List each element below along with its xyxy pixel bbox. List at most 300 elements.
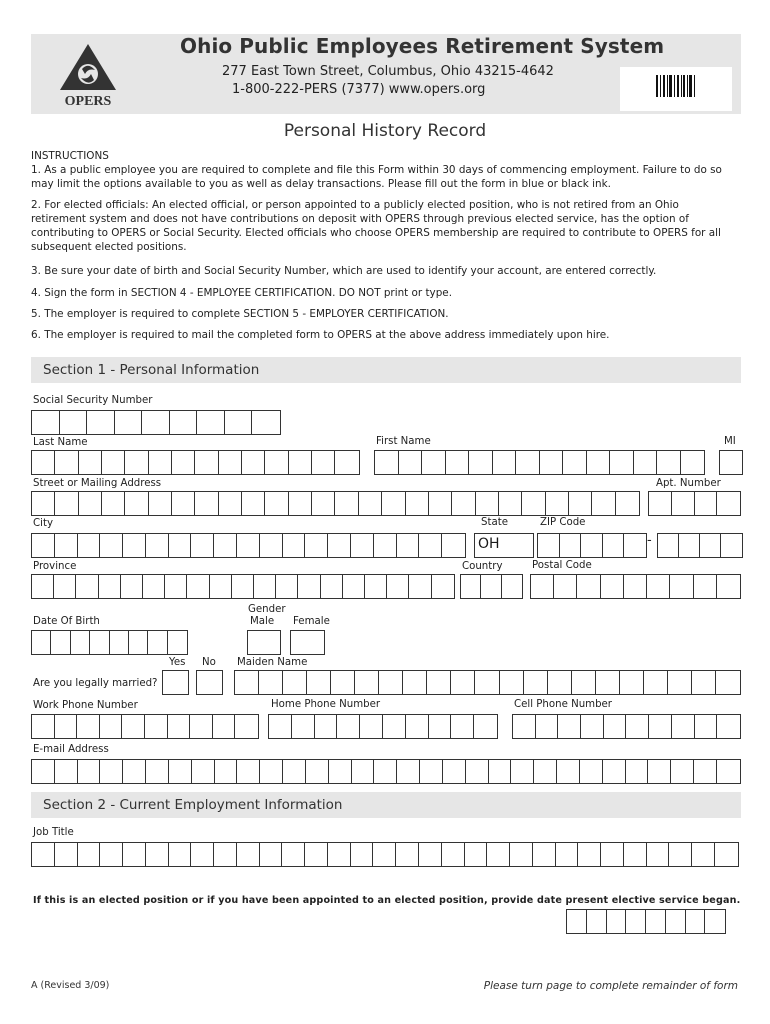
char-cell[interactable] — [306, 760, 329, 783]
char-cell[interactable] — [351, 534, 374, 557]
char-cell[interactable] — [695, 715, 718, 738]
char-cell[interactable] — [700, 534, 721, 557]
char-cell[interactable] — [672, 492, 695, 515]
char-cell[interactable] — [647, 843, 670, 866]
char-cell[interactable] — [192, 760, 215, 783]
char-cell[interactable] — [148, 631, 167, 654]
char-cell[interactable] — [32, 631, 51, 654]
char-cell[interactable] — [197, 671, 222, 694]
maiden-label: Maiden Name — [237, 657, 308, 668]
char-cell[interactable] — [694, 760, 717, 783]
char-cell[interactable] — [215, 760, 238, 783]
char-cell[interactable] — [610, 451, 634, 474]
char-cell[interactable] — [265, 492, 288, 515]
char-cell[interactable] — [100, 534, 123, 557]
char-cell[interactable] — [500, 671, 524, 694]
job-title-label: Job Title — [33, 827, 74, 838]
char-cell[interactable] — [351, 843, 374, 866]
char-cell[interactable] — [276, 575, 298, 598]
postal-label: Postal Code — [532, 560, 592, 571]
char-cell[interactable] — [493, 451, 517, 474]
char-cell[interactable] — [237, 760, 260, 783]
char-cell[interactable] — [305, 843, 328, 866]
char-cell[interactable] — [169, 760, 192, 783]
char-cell[interactable] — [331, 671, 355, 694]
char-cell[interactable] — [214, 843, 237, 866]
char-cell[interactable] — [191, 843, 214, 866]
char-cell[interactable] — [649, 492, 672, 515]
char-cell[interactable] — [442, 843, 465, 866]
city-input[interactable] — [31, 533, 466, 558]
province-input[interactable] — [31, 574, 455, 599]
char-cell[interactable] — [78, 760, 101, 783]
char-cell[interactable] — [360, 715, 383, 738]
char-cell[interactable] — [219, 451, 242, 474]
char-cell[interactable] — [695, 492, 718, 515]
char-cell[interactable] — [242, 451, 265, 474]
char-cell[interactable] — [235, 671, 259, 694]
char-cell[interactable] — [335, 492, 358, 515]
char-cell[interactable] — [397, 534, 420, 557]
char-cell[interactable] — [78, 843, 101, 866]
char-cell[interactable] — [337, 715, 360, 738]
char-cell[interactable] — [717, 715, 740, 738]
char-cell[interactable] — [624, 575, 647, 598]
char-cell[interactable] — [626, 760, 649, 783]
char-cell[interactable] — [658, 534, 679, 557]
char-cell[interactable] — [548, 671, 572, 694]
char-cell[interactable] — [374, 760, 397, 783]
char-cell[interactable] — [443, 760, 466, 783]
char-cell[interactable] — [235, 715, 258, 738]
char-cell[interactable] — [123, 843, 146, 866]
char-cell[interactable] — [115, 411, 143, 434]
char-cell[interactable] — [197, 411, 225, 434]
char-cell[interactable] — [55, 534, 78, 557]
char-cell[interactable] — [77, 715, 100, 738]
char-cell[interactable] — [365, 575, 387, 598]
char-cell[interactable] — [560, 534, 582, 557]
char-cell[interactable] — [403, 671, 427, 694]
char-cell[interactable] — [536, 715, 559, 738]
char-cell[interactable] — [556, 843, 579, 866]
char-cell[interactable] — [694, 575, 717, 598]
char-cell[interactable] — [187, 575, 209, 598]
char-cell[interactable] — [538, 534, 560, 557]
char-cell[interactable] — [516, 451, 540, 474]
char-cell[interactable] — [232, 575, 254, 598]
char-cell[interactable] — [283, 534, 306, 557]
char-cell[interactable] — [283, 671, 307, 694]
char-cell[interactable] — [720, 451, 742, 474]
char-cell[interactable] — [125, 492, 148, 515]
instruction-1: 1. As a public employee you are required to complete and file this Form within 30 days of commencing employment. Failure to do so may limit the options available to you as well as delay transactions. Please fill out the form in blue or black ink. — [31, 164, 722, 190]
char-cell[interactable] — [715, 843, 738, 866]
char-cell[interactable] — [248, 631, 280, 654]
ssn-input[interactable] — [31, 410, 281, 435]
char-cell[interactable] — [149, 492, 172, 515]
char-cell[interactable] — [511, 760, 534, 783]
char-cell[interactable] — [546, 492, 569, 515]
char-cell[interactable] — [671, 760, 694, 783]
char-cell[interactable] — [427, 671, 451, 694]
char-cell[interactable] — [670, 575, 693, 598]
char-cell[interactable] — [328, 843, 351, 866]
char-cell[interactable] — [146, 534, 169, 557]
char-cell[interactable] — [717, 760, 740, 783]
char-cell[interactable] — [502, 575, 522, 598]
char-cell[interactable] — [587, 451, 611, 474]
char-cell[interactable] — [169, 843, 192, 866]
section-1-header — [31, 357, 741, 383]
char-cell[interactable] — [102, 492, 125, 515]
char-cell[interactable] — [32, 575, 54, 598]
char-cell[interactable] — [76, 575, 98, 598]
char-cell[interactable] — [513, 715, 536, 738]
char-cell[interactable] — [452, 492, 475, 515]
char-cell[interactable] — [55, 715, 78, 738]
char-cell[interactable] — [71, 631, 90, 654]
char-cell[interactable] — [489, 760, 512, 783]
char-cell[interactable] — [359, 492, 382, 515]
char-cell[interactable] — [681, 451, 705, 474]
char-cell[interactable] — [581, 534, 603, 557]
char-cell[interactable] — [382, 492, 405, 515]
char-cell[interactable] — [446, 451, 470, 474]
char-cell[interactable] — [481, 575, 501, 598]
char-cell[interactable] — [269, 715, 292, 738]
char-cell[interactable] — [172, 451, 195, 474]
char-cell[interactable] — [672, 715, 695, 738]
char-cell[interactable] — [409, 575, 431, 598]
char-cell[interactable] — [649, 715, 672, 738]
male-checkbox[interactable] — [247, 630, 281, 655]
char-cell[interactable] — [596, 671, 620, 694]
char-cell[interactable] — [123, 534, 146, 557]
char-cell[interactable] — [252, 411, 280, 434]
char-cell[interactable] — [647, 575, 670, 598]
char-cell[interactable] — [329, 760, 352, 783]
char-cell[interactable] — [375, 451, 399, 474]
char-cell[interactable] — [397, 760, 420, 783]
char-cell[interactable] — [51, 631, 70, 654]
char-cell[interactable] — [210, 575, 232, 598]
char-cell[interactable] — [265, 451, 288, 474]
first-name-label: First Name — [376, 436, 431, 447]
char-cell[interactable] — [312, 492, 335, 515]
char-cell[interactable] — [282, 843, 305, 866]
char-cell[interactable] — [237, 534, 260, 557]
char-cell[interactable] — [577, 575, 600, 598]
char-cell[interactable] — [604, 715, 627, 738]
char-cell[interactable] — [129, 631, 148, 654]
char-cell[interactable] — [476, 492, 499, 515]
char-cell[interactable] — [168, 631, 187, 654]
street-input[interactable] — [31, 491, 640, 516]
instruction-3: 3. Be sure your date of birth and Social Security Number, which are used to identify your account, are entered correctly. — [31, 265, 657, 277]
char-cell[interactable] — [125, 451, 148, 474]
char-cell[interactable] — [373, 843, 396, 866]
char-cell[interactable] — [705, 910, 725, 933]
char-cell[interactable] — [474, 715, 497, 738]
char-cell[interactable] — [79, 451, 102, 474]
first-name-input[interactable] — [374, 450, 705, 475]
char-cell[interactable] — [601, 575, 624, 598]
char-cell[interactable] — [110, 631, 129, 654]
char-cell[interactable] — [616, 492, 639, 515]
instruction-2: 2. For elected officials: An elected official, or person appointed to a publicly elected position, who is not retired from an Ohio retirement system and does not have contributions on deposit with OPERS through previous elected service, has the option of contributing to OPERS or Social Security. Elected officials who choose OPERS membership are required to contribute to OPERS for all subsequent elected positions. — [31, 199, 721, 253]
section-2-header — [31, 792, 741, 818]
char-cell[interactable] — [569, 492, 592, 515]
elective-date-input[interactable] — [566, 909, 726, 934]
char-cell[interactable] — [195, 492, 218, 515]
work-phone-input[interactable] — [31, 714, 259, 739]
char-cell[interactable] — [123, 760, 146, 783]
char-cell[interactable] — [312, 451, 335, 474]
char-cell[interactable] — [149, 451, 172, 474]
char-cell[interactable] — [191, 534, 214, 557]
char-cell[interactable] — [692, 671, 716, 694]
char-cell[interactable] — [717, 575, 740, 598]
char-cell[interactable] — [328, 534, 351, 557]
char-cell[interactable] — [461, 575, 481, 598]
zip-ext-input[interactable] — [657, 533, 743, 558]
char-cell[interactable] — [572, 671, 596, 694]
char-cell[interactable] — [567, 910, 587, 933]
char-cell[interactable] — [716, 671, 740, 694]
char-cell[interactable] — [32, 492, 55, 515]
female-checkbox[interactable] — [290, 630, 325, 655]
married-no-checkbox[interactable] — [196, 670, 223, 695]
char-cell[interactable] — [510, 843, 533, 866]
char-cell[interactable] — [620, 671, 644, 694]
char-cell[interactable] — [429, 492, 452, 515]
char-cell[interactable] — [406, 492, 429, 515]
char-cell[interactable] — [487, 843, 510, 866]
char-cell[interactable] — [624, 534, 646, 557]
char-cell[interactable] — [499, 492, 522, 515]
char-cell[interactable] — [32, 715, 55, 738]
char-cell[interactable] — [669, 843, 692, 866]
char-cell[interactable] — [259, 671, 283, 694]
char-cell[interactable] — [146, 760, 169, 783]
char-cell[interactable] — [55, 451, 78, 474]
char-cell[interactable] — [466, 760, 489, 783]
char-cell[interactable] — [242, 492, 265, 515]
char-cell[interactable] — [592, 492, 615, 515]
char-cell[interactable] — [165, 575, 187, 598]
char-cell[interactable] — [475, 671, 499, 694]
char-cell[interactable] — [607, 910, 627, 933]
char-cell[interactable] — [54, 575, 76, 598]
char-cell[interactable] — [657, 451, 681, 474]
char-cell[interactable] — [213, 715, 236, 738]
char-cell[interactable] — [121, 575, 143, 598]
char-cell[interactable] — [172, 492, 195, 515]
char-cell[interactable] — [531, 575, 554, 598]
char-cell[interactable] — [32, 843, 55, 866]
char-cell[interactable] — [214, 534, 237, 557]
char-cell[interactable] — [603, 534, 625, 557]
char-cell[interactable] — [219, 492, 242, 515]
char-cell[interactable] — [32, 451, 55, 474]
char-cell[interactable] — [524, 671, 548, 694]
char-cell[interactable] — [581, 715, 604, 738]
char-cell[interactable] — [146, 843, 169, 866]
state-input[interactable]: OH — [474, 533, 534, 558]
char-cell[interactable] — [432, 575, 454, 598]
char-cell[interactable] — [422, 451, 446, 474]
dob-input[interactable] — [31, 630, 188, 655]
home-phone-label: Home Phone Number — [271, 699, 381, 710]
char-cell[interactable] — [100, 843, 123, 866]
char-cell[interactable] — [721, 534, 742, 557]
char-cell[interactable] — [624, 843, 647, 866]
char-cell[interactable] — [100, 715, 123, 738]
char-cell[interactable] — [601, 843, 624, 866]
char-cell[interactable] — [580, 760, 603, 783]
char-cell[interactable] — [102, 451, 125, 474]
char-cell[interactable] — [429, 715, 452, 738]
cell-phone-input[interactable] — [512, 714, 741, 739]
instructions-heading: INSTRUCTIONS — [31, 150, 109, 162]
char-cell[interactable] — [419, 843, 442, 866]
char-cell[interactable] — [99, 575, 121, 598]
char-cell[interactable] — [603, 760, 626, 783]
char-cell[interactable] — [79, 492, 102, 515]
char-cell[interactable] — [465, 843, 488, 866]
char-cell[interactable] — [558, 715, 581, 738]
char-cell[interactable] — [399, 451, 423, 474]
char-cell[interactable] — [260, 534, 283, 557]
char-cell[interactable] — [396, 843, 419, 866]
char-cell[interactable] — [355, 671, 379, 694]
char-cell[interactable] — [292, 715, 315, 738]
char-cell[interactable] — [626, 910, 646, 933]
gender-label: Gender — [248, 604, 286, 615]
char-cell[interactable] — [451, 715, 474, 738]
char-cell[interactable] — [321, 575, 343, 598]
char-cell[interactable] — [298, 575, 320, 598]
char-cell[interactable] — [554, 575, 577, 598]
street-label: Street or Mailing Address — [33, 478, 162, 489]
char-cell[interactable] — [451, 671, 475, 694]
char-cell[interactable] — [534, 760, 557, 783]
char-cell[interactable] — [163, 671, 188, 694]
char-cell[interactable] — [469, 451, 493, 474]
char-cell[interactable] — [169, 534, 192, 557]
char-cell[interactable] — [374, 534, 397, 557]
char-cell[interactable] — [291, 631, 324, 654]
maiden-input[interactable] — [234, 670, 741, 695]
last-name-input[interactable] — [31, 450, 360, 475]
char-cell[interactable] — [87, 411, 115, 434]
char-cell[interactable] — [686, 910, 706, 933]
char-cell[interactable] — [679, 534, 700, 557]
char-cell[interactable] — [379, 671, 403, 694]
char-cell[interactable] — [419, 534, 442, 557]
char-cell[interactable] — [78, 534, 101, 557]
char-cell[interactable] — [32, 411, 60, 434]
char-cell[interactable] — [533, 843, 556, 866]
char-cell[interactable] — [195, 451, 218, 474]
char-cell[interactable] — [168, 715, 191, 738]
mi-input[interactable] — [719, 450, 743, 475]
char-cell[interactable] — [522, 492, 545, 515]
char-cell[interactable] — [32, 760, 55, 783]
char-cell[interactable] — [289, 451, 312, 474]
apt-input[interactable] — [648, 491, 741, 516]
char-cell[interactable] — [420, 760, 443, 783]
char-cell[interactable] — [100, 760, 123, 783]
char-cell[interactable] — [352, 760, 375, 783]
job-title-input[interactable] — [31, 842, 739, 867]
char-cell[interactable] — [55, 760, 78, 783]
char-cell[interactable] — [289, 492, 312, 515]
zip-dash: - — [647, 533, 652, 548]
char-cell[interactable] — [557, 760, 580, 783]
postal-input[interactable] — [530, 574, 741, 599]
char-cell[interactable] — [540, 451, 564, 474]
char-cell[interactable] — [668, 671, 692, 694]
char-cell[interactable] — [90, 631, 109, 654]
char-cell[interactable] — [225, 411, 253, 434]
char-cell[interactable] — [442, 534, 465, 557]
char-cell[interactable] — [55, 492, 78, 515]
char-cell[interactable] — [634, 451, 658, 474]
char-cell[interactable] — [717, 492, 740, 515]
char-cell[interactable] — [142, 411, 170, 434]
char-cell[interactable] — [648, 760, 671, 783]
char-cell[interactable] — [387, 575, 409, 598]
married-yes-checkbox[interactable] — [162, 670, 189, 695]
char-cell[interactable] — [563, 451, 587, 474]
char-cell[interactable] — [60, 411, 88, 434]
char-cell[interactable] — [343, 575, 365, 598]
char-cell[interactable] — [283, 760, 306, 783]
char-cell[interactable] — [55, 843, 78, 866]
email-input[interactable] — [31, 759, 741, 784]
char-cell[interactable] — [383, 715, 406, 738]
char-cell[interactable] — [646, 910, 666, 933]
char-cell[interactable] — [307, 671, 331, 694]
char-cell[interactable] — [190, 715, 213, 738]
char-cell[interactable] — [170, 411, 198, 434]
char-cell[interactable] — [260, 843, 283, 866]
char-cell[interactable] — [145, 715, 168, 738]
char-cell[interactable] — [143, 575, 165, 598]
char-cell[interactable] — [237, 843, 260, 866]
char-cell[interactable] — [666, 910, 686, 933]
char-cell[interactable] — [692, 843, 715, 866]
char-cell[interactable] — [305, 534, 328, 557]
char-cell[interactable] — [626, 715, 649, 738]
org-address: 277 East Town Street, Columbus, Ohio 43215-4642 — [222, 64, 554, 79]
char-cell[interactable] — [587, 910, 607, 933]
char-cell[interactable] — [32, 534, 55, 557]
char-cell[interactable] — [315, 715, 338, 738]
char-cell[interactable] — [644, 671, 668, 694]
country-input[interactable] — [460, 574, 523, 599]
char-cell[interactable] — [122, 715, 145, 738]
char-cell[interactable] — [406, 715, 429, 738]
zip-input[interactable] — [537, 533, 647, 558]
char-cell[interactable] — [260, 760, 283, 783]
char-cell[interactable] — [335, 451, 358, 474]
char-cell[interactable] — [254, 575, 276, 598]
home-phone-input[interactable] — [268, 714, 498, 739]
char-cell[interactable] — [578, 843, 601, 866]
